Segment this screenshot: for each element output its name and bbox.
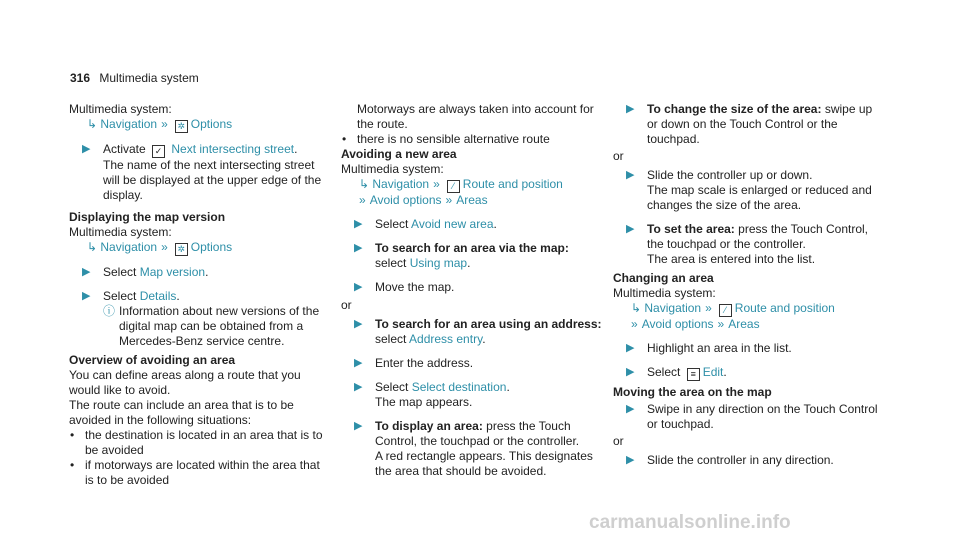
step-desc: A red rectangle appears. This designates the area that should be avoided. [375, 449, 593, 478]
next-intersecting-street-link[interactable]: Next intersecting street [171, 142, 295, 156]
step-arrow-icon: ▶ [626, 342, 635, 354]
step-bold: To search for an area using an address: [375, 317, 602, 331]
step [613, 222, 883, 267]
menu-path: ↳ Navigation » ⁄ Route and position [631, 301, 835, 315]
step-arrow-icon: ▶ [626, 403, 635, 415]
path-avoid-options[interactable]: Avoid options [641, 317, 714, 331]
path-areas[interactable]: Areas [728, 317, 760, 331]
column-1 [69, 102, 329, 488]
details-link[interactable]: Details [139, 289, 177, 303]
select-destination-link[interactable]: Select destination [411, 380, 507, 394]
path-avoid-options[interactable]: Avoid options [369, 193, 442, 207]
step-desc: The area is entered into the list. [647, 252, 816, 266]
or-label: or [341, 298, 352, 312]
step-text: swipe up or down on the Touch Control or the touchpad. [647, 102, 873, 146]
step-text: Move the map. [375, 280, 455, 294]
menu-path: ↳ Navigation » ⁄ Route and position [359, 177, 563, 191]
step-text: Slide the controller in any direction. [647, 453, 834, 467]
step-text: Select [375, 217, 409, 231]
step-bold: To search for an area via the map: [375, 241, 569, 255]
step-text: Activate [103, 142, 146, 156]
step-text: press the Touch Control, the touchpad or the controller. [647, 222, 869, 251]
info-note [103, 304, 329, 349]
multimedia-label: Multimedia system: [69, 225, 172, 239]
map-version-link[interactable]: Map version [139, 265, 206, 279]
step: ▶ Select Avoid new area. [354, 217, 497, 231]
path-options[interactable]: Options [190, 117, 233, 131]
chevron-icon: » [359, 193, 366, 207]
multimedia-label: Multimedia system: [69, 102, 172, 116]
page-header [70, 71, 199, 85]
step-bold: To set the area: [647, 222, 735, 236]
menu-path-cont [613, 317, 883, 332]
step-text: Select [103, 265, 137, 279]
bullet-text: the destination is located in an area that is to be avoided [85, 428, 323, 457]
step: ▶ Select ≡ Edit. [626, 365, 727, 379]
list-icon: ≡ [687, 368, 700, 381]
step-arrow-icon: ▶ [354, 281, 363, 293]
column-3 [613, 102, 883, 468]
route-icon: ⁄ [719, 304, 732, 317]
step-desc: The name of the next intersecting street will be displayed at the upper edge of the display. [103, 158, 322, 202]
heading-display-map-version: Displaying the map version [69, 210, 226, 224]
watermark: carmanualsonline.info [589, 512, 791, 533]
path-options[interactable]: Options [190, 240, 233, 254]
step-text: Slide the controller up or down. [647, 168, 813, 182]
chevron-icon: » [161, 240, 168, 254]
step-text: Select [647, 365, 681, 379]
step [341, 419, 603, 479]
step-text: select [375, 256, 407, 270]
address-entry-link[interactable]: Address entry [409, 332, 483, 346]
multimedia-label: Multimedia system: [613, 286, 716, 300]
heading-moving-area: Moving the area on the map [613, 385, 772, 399]
step-arrow-icon: ▶ [626, 169, 635, 181]
path-route-position[interactable]: Route and position [462, 177, 563, 191]
heading-overview: Overview of avoiding an area [69, 353, 236, 367]
page-header-title: Multimedia system [99, 71, 199, 85]
edit-link[interactable]: Edit [702, 365, 724, 379]
step-text: Swipe in any direction on the Touch Control or touchpad. [647, 402, 878, 431]
punct: . [294, 142, 298, 156]
chevron-icon: » [445, 193, 453, 207]
bullet-item: • if motorways are located within the area that is to be avoided [70, 458, 320, 487]
step-text: Select [103, 289, 137, 303]
note-text: Information about new versions of the digital map can be obtained from a Mercedes-Benz service centre. [119, 304, 320, 348]
path-navigation[interactable]: Navigation [372, 177, 430, 191]
paragraph: You can define areas along a route that you would like to avoid. [69, 368, 301, 397]
step-text: Highlight an area in the list. [647, 341, 792, 355]
step-arrow-icon: ▶ [354, 242, 363, 254]
bullet-item: • there is no sensible alternative route [342, 132, 550, 146]
step [613, 402, 883, 432]
step-arrow-icon: ▶ [354, 420, 363, 432]
info-icon: ⓘ [103, 304, 116, 318]
or-label: or [613, 149, 624, 163]
using-map-link[interactable]: Using map [409, 256, 468, 270]
checkbox-icon: ✓ [152, 145, 165, 158]
step-arrow-icon: ▶ [354, 357, 363, 369]
step-arrow-icon: ▶ [82, 266, 91, 278]
step-arrow-icon: ▶ [626, 103, 635, 115]
column-2 [341, 102, 603, 479]
paragraph: Motorways are always taken into account for the route. [357, 102, 594, 131]
path-navigation[interactable]: Navigation [100, 117, 158, 131]
step [341, 356, 603, 371]
step-activate [69, 142, 329, 203]
step-arrow-icon: ▶ [626, 223, 635, 235]
or-label: or [613, 434, 624, 448]
step-arrow-icon: ▶ [354, 381, 363, 393]
gear-icon: ✲ [175, 243, 188, 256]
step [613, 102, 883, 147]
chevron-icon: » [433, 177, 440, 191]
path-areas[interactable]: Areas [456, 193, 488, 207]
step-arrow-icon: ▶ [626, 366, 635, 378]
avoid-new-area-link[interactable]: Avoid new area [411, 217, 494, 231]
step-text: Enter the address. [375, 356, 474, 370]
step [341, 280, 603, 295]
menu-path: ↳ Navigation » ✲ Options [87, 240, 233, 254]
paragraph: The route can include an area that is to be avoided in the following situations: [69, 398, 294, 427]
step-desc: The map appears. [375, 395, 473, 409]
step-desc: The map scale is enlarged or reduced and changes the size of the area. [647, 183, 872, 212]
bullet-text: if motorways are located within the area that is to be avoided [85, 458, 320, 487]
path-route-position[interactable]: Route and position [734, 301, 835, 315]
heading-changing-area: Changing an area [613, 271, 714, 285]
chevron-icon: » [705, 301, 712, 315]
step [613, 341, 883, 356]
step-select-details: ▶ Select Details. ⓘ Information about new versions of the digital map can be obtained from a Mercedes-Benz service centre. [69, 289, 329, 349]
heading-avoid-new-area: Avoiding a new area [341, 147, 457, 161]
step-bold: To change the size of the area: [647, 102, 822, 116]
step-arrow-icon: ▶ [354, 218, 363, 230]
multimedia-label: Multimedia system: [341, 162, 444, 176]
step-arrow-icon: ▶ [82, 143, 91, 155]
step-text: press the Touch Control, the touchpad or the controller. [375, 419, 580, 448]
step: ▶ To search for an area using an address: select Address entry. [354, 317, 602, 346]
bullet-item: • the destination is located in an area that is to be avoided [70, 428, 323, 457]
page-number: 316 [70, 71, 91, 85]
chevron-icon: » [161, 117, 168, 131]
step-arrow-icon: ▶ [82, 290, 91, 302]
bullet-text: there is no sensible alternative route [357, 132, 550, 146]
step-arrow-icon: ▶ [354, 318, 363, 330]
chevron-icon: » [717, 317, 725, 331]
step [613, 453, 883, 468]
step-bold: To display an area: [375, 419, 483, 433]
menu-path: ↳ Navigation » ✲ Options [87, 117, 233, 131]
step-select-map-version: ▶ Select Map version. [82, 265, 209, 279]
gear-icon: ✲ [175, 120, 188, 133]
route-icon: ⁄ [447, 180, 460, 193]
path-navigation[interactable]: Navigation [100, 240, 158, 254]
step: ▶ Select Select destination. The map appears. [341, 380, 603, 410]
step-text: Select [375, 380, 409, 394]
step-text: select [375, 332, 407, 346]
step-arrow-icon: ▶ [626, 454, 635, 466]
menu-path-cont [341, 193, 603, 208]
chevron-icon: » [631, 317, 638, 331]
step: ▶ To search for an area via the map: select Using map. [354, 241, 569, 270]
step [613, 168, 883, 213]
path-navigation[interactable]: Navigation [644, 301, 702, 315]
